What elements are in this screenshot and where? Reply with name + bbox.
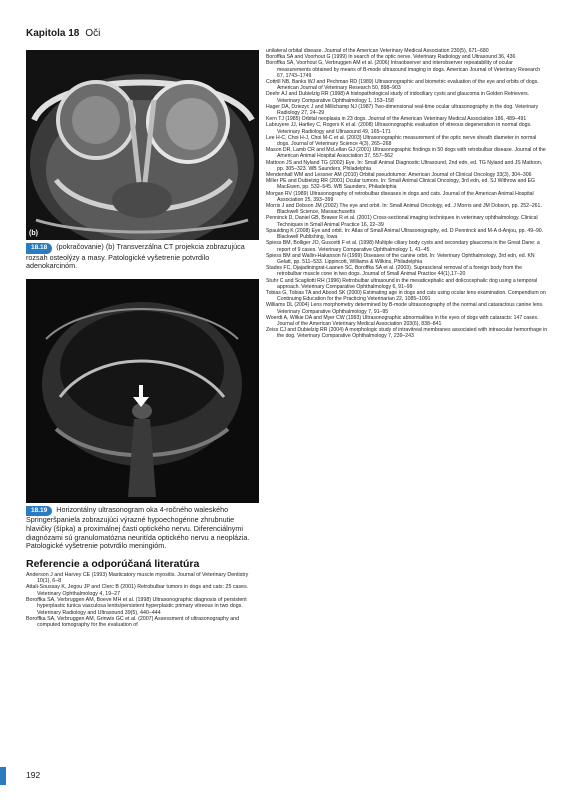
figure-caption: [26, 243, 259, 271]
page-number: 192: [26, 770, 41, 780]
reference-item: Miller PE and Dubielzig RR (2001) Ocular tumors. In: Small Animal Clinical Oncology, 3rd edn, ed. SJ Withrow and EG MacEwen, pp. 532–545. WB Saunders, Philadelphia: [266, 178, 536, 191]
reference-item: Kern TJ (1985) Orbital neoplasia in 23 dogs. Journal of the American Veterinary Medical Association 186, 489–491: [266, 116, 527, 123]
reference-item: Boroffka SA and Voorhout G (1999) In search of the optic nerve. Veterinary Radiology and Ultrasound 36, 436: [266, 54, 516, 61]
reference-item: Boroffka SA, Voorhout G, Verbruggen AM et al. (2006) Intraobserver and interobserver repeatability of ocular measurements obtained by means of B-mode ultrasound imaging in dogs. American Journal of Veterinary Research 67, 1743–1749: [266, 60, 541, 79]
reference-item: Spiess BM and Wallin-Hakanson N (1999) Diseases of the canine orbit. In: Veterinary Ophthalmology, 3rd edn, ed. KN Gelatt, pp. 511–533. Lippincott, Williams & Wilkins, Philadelphia: [266, 252, 535, 265]
figure-panel-label: (b): [29, 230, 38, 237]
chapter-title: Oči: [85, 28, 101, 39]
reference-item: Mendenhall WM and Lessner AM (2010) Orbital pseudotumor. American Journal of Clinical Oncology 33(3), 304–306: [266, 172, 532, 179]
figure-caption-text: (pokračovanie) (b) Transverzálna CT projekcia zobrazujúca rozsah osteolýzy a masy. Patologické vyšetrenie potvrdilo adenokarcinóm.: [26, 242, 245, 271]
reference-item: Attali-Soussay K, Jegou JP and Clerc B (2001) Retrobulbar tumors in dogs and cats: 25 cases. Veterinary Ophthalmology 4, 19–27: [26, 584, 249, 597]
reference-item: Tobias G, Tobias TA and Abood SK (2000) Estimating age in dogs and cats using ocular lens examination. Compendium on Continuing Education for the Practicing Veterinarian 22, 1085–1091: [266, 289, 546, 303]
chapter-label: Kapitola 18: [26, 28, 80, 39]
reference-item: unilateral orbital disease. Journal of the American Veterinary Medical Association 230(5), 671–680: [266, 48, 489, 54]
reference-item: Zeiss CJ and Dubielzig RR (2004) A morphologic study of intravitreal membranes associated with intraocular hemorrhage in the dog. Veterinary Comparative Ophthalmology 7, 239–243: [266, 327, 548, 340]
figure-caption: [26, 506, 259, 551]
reference-item: Lee H-C, Choi H-J, Choi M-C et al. (2003) Ultrasonographic measurement of the optic nerve sheath diameter in normal dogs. Journal of Veterinary Science 4(3), 265–268: [266, 134, 537, 148]
reference-item: Spiess BM, Bolliger JO, Guscetti F et al. (1998) Multiple ciliary body cysts and secondary glaucoma in the Great Dane: a report of 9 cases. Veterinary Comparative Ophthalmology 1, 41–45: [266, 240, 540, 253]
reference-item: Hager DA, Dziezyc J and Millichamp NJ (1987) Two-dimensional real-time ocular ultrasonography in the dog. Veterinary Radiology 27, 24–29: [266, 103, 539, 117]
figure-number-badge: 18.18: [26, 243, 52, 254]
reference-item: Labruyere JJ, Hartley C, Rogers K et al. (2008) Ultrasonographic evaluation of vitreous degeneration in normal dogs. Veterinary Radiology and Ultrasound 49, 165–171: [266, 122, 532, 135]
ultrasound-image: [26, 279, 259, 503]
reference-item: Penninck D, Daniel GB, Brawer R et al. (2001) Cross-sectional imaging techniques in veterinary ophthalmology. Clinical Techniques in Small Animal Practice 16, 22–39: [266, 215, 538, 228]
reference-item: Woerdt A, Wilkie DA and Myer CW (1993) Ultrasonographic abnormalities in the eyes of dogs with cataracts: 147 cases. Journal of the American Veterinary Medical Association 203(6), 838–841: [266, 314, 539, 327]
reference-item: Deehr AJ and Dubielzig RR (1998) A histopathological study of iridociliary cysts and glaucoma in Golden Retrievers. Veterinary Comparative Ophthalmology 1, 153–158: [266, 91, 530, 104]
reference-item: Boroffka SA, Verbruggen AM, Boeve MH et al. (1998) Ultrasonographic diagnosis of persistent hyperplastic tunica vasculosa lentis/persistent hyperplastic primary vitreous in two dogs. Veterinary Radiology and Ultrasound 39(5), 440–444: [26, 596, 247, 616]
reference-item: Boroffka SA, Verbruggen AM, Grinwis GC et al. (2007) Assessment of ultrasonography and computed tomography for the evaluation of: [26, 615, 240, 629]
running-header: [26, 28, 100, 40]
figure-caption-text: Horizontálny ultrasonogram oka 4-ročného waleského Springeršpaniela zobrazujúci výrazné hypoechogénne zhrubnutie hlavičky (šípka) a proximálnej časti optického nervu. Diferenciálnymi diagnózami sú granulomatózna neuritída optického nervu a neoplázia. Patologické vyšetrenie potvrdilo meningióm.: [26, 504, 250, 551]
reference-item: Mattoon JS and Nyland TG (2002) Eye. In: Small Animal Diagnostic Ultrasound, 2nd edn, ed. TG Nyland and JS Mattoon, pp. 305–323. WB Saunders, Philadelphia: [266, 159, 543, 172]
reference-list-left: [26, 572, 259, 629]
reference-item: Spaulding K (2008) Eye and orbit. In: Atlas of Small Animal Ultrasonography, ed. D Penninck and M-A d-Anjou, pp. 49–90. Blackwell Publishing, Iowa: [266, 227, 544, 241]
page-edge-marker: [0, 767, 6, 785]
right-column: [266, 48, 548, 340]
reference-item: Anderson J and Harvey CE (1993) Masticatory muscle myositis. Journal of Veterinary Dentistry 10(1), 6–8: [26, 571, 249, 585]
figure-number-badge: 18.19: [26, 506, 52, 517]
reference-item: Stades FC, Djajadiningrat-Laanen SC, Boroffka SA et al. (2003). Suprascleral removal of a foreign body from the retrobulbar muscle cone in two dogs. Journal of Small Animal Practice 44(1),17–20: [266, 265, 522, 278]
left-column: [26, 50, 259, 628]
reference-item: Williams DL (2004) Lens morphometry determined by B-mode ultrasonography of the normal and cataractous canine lens. Veterinary Comparative Ophthalmology 7, 91–95: [266, 302, 544, 315]
reference-item: Cottrill NB, Banks WJ and Pechman RD (1989) Ultrasonographic and biometric evaluation of the eye and orbits of dogs. American Journal of Veterinary Research 50, 898–903: [266, 79, 539, 92]
reference-item: Morgan RV (1989) Ultrasonography of retrobulbar diseases in dogs and cats. Journal of the American Animal Hospital Association 25, 393–399: [266, 190, 534, 203]
reference-list-right: [266, 48, 548, 340]
reference-item: Morris J and Dobson JM (2002) The eye and orbit. In: Small Animal Oncology, ed. J Morris and JM Dobson, pp. 252–261. Blackwell Science, Massachusetts: [266, 203, 542, 216]
references-heading: Referencie a odporúčaná literatúra: [26, 557, 200, 570]
reference-item: Mason DR, Lamb CR and McLellan GJ (2001) Ultrasonographic findings in 50 dogs with retrobulbar disease. Journal of the American Animal Hospital Association 37, 557–562: [266, 147, 546, 160]
ct-scan-image: [26, 50, 259, 240]
reference-item: Stuhr C and Scagliotti RH (1996) Retrobulbar ultrasound in the mesaticephalic and dolicocephalic dog using a temporal approach. Veterinary Comparative Ophthalmology 6, 91–99: [266, 277, 538, 290]
